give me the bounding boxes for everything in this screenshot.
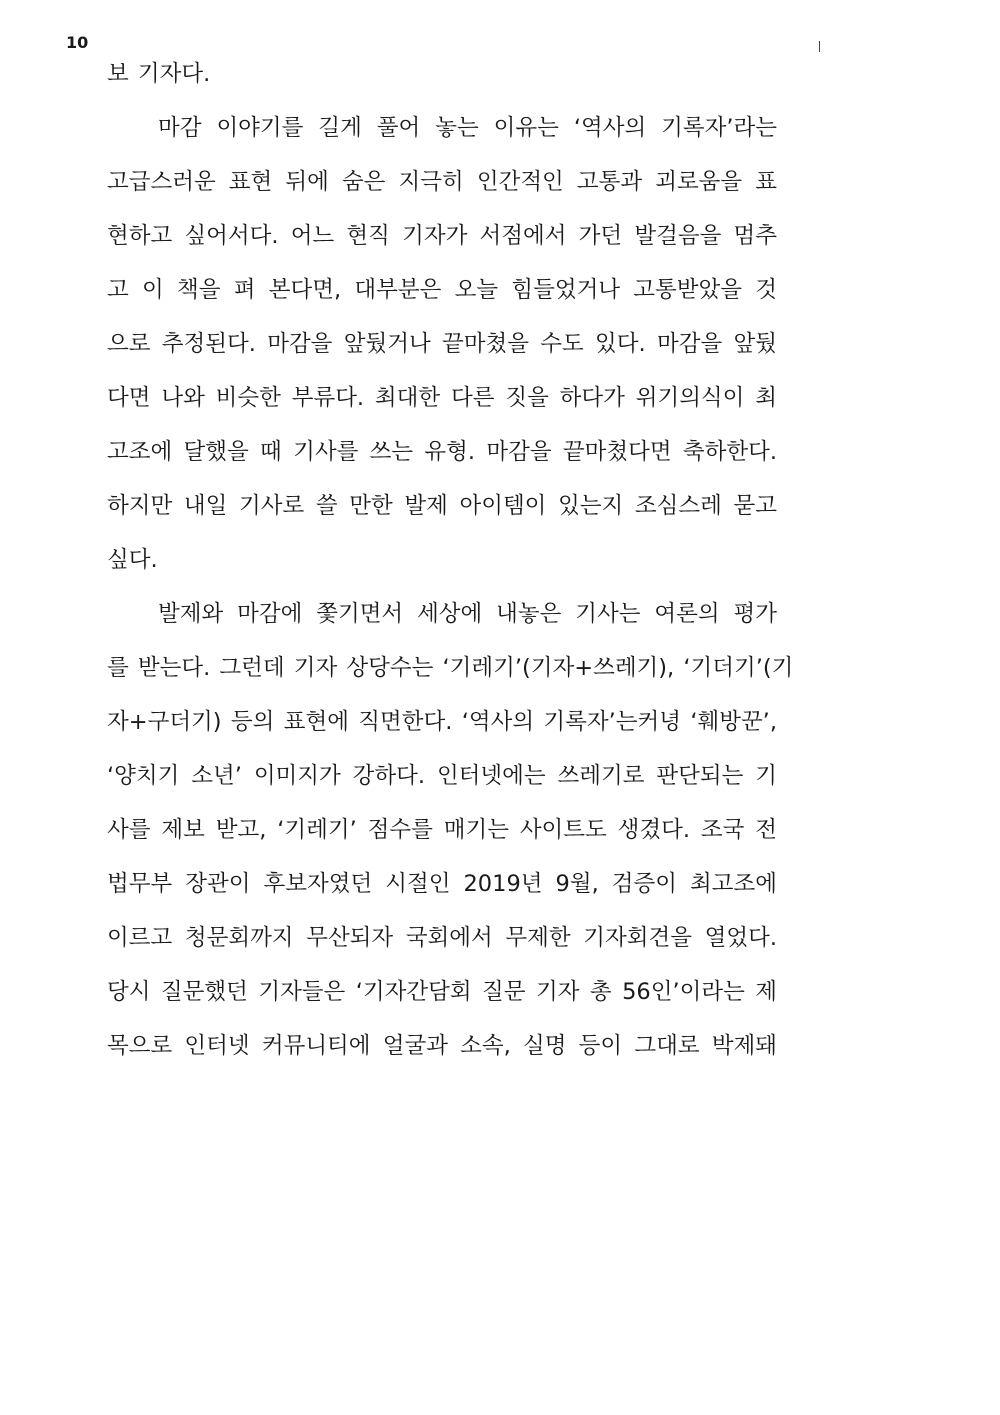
text-line: 발제와 마감에 쫓기면서 세상에 내놓은 기사는 여론의 평가 [158, 601, 777, 627]
text-line: 목으로 인터넷 커뮤니티에 얼굴과 소속, 실명 등이 그대로 박제돼 [107, 1033, 777, 1059]
text-line: 법무부 장관이 후보자였던 시절인 2019년 9월, 검증이 최고조에 [107, 871, 777, 897]
text-line: 싶다. [107, 547, 158, 573]
text-line: 고급스러운 표현 뒤에 숨은 지극히 인간적인 고통과 괴로움을 표 [107, 169, 777, 195]
text-line: 보 기자다. [107, 61, 211, 87]
text-line: 고조에 달했을 때 기사를 쓰는 유형. 마감을 끝마쳤다면 축하한다. [107, 439, 777, 465]
text-line: 현하고 싶어서다. 어느 현직 기자가 서점에서 가던 발걸음을 멈추 [107, 223, 777, 249]
text-line: 하지만 내일 기사로 쓸 만한 발제 아이템이 있는지 조심스레 묻고 [107, 493, 777, 519]
text-line: 으로 추정된다. 마감을 앞뒀거나 끝마쳤을 수도 있다. 마감을 앞뒀 [107, 331, 777, 357]
text-line: 사를 제보 받고, ‘기레기’ 점수를 매기는 사이트도 생겼다. 조국 전 [107, 817, 777, 843]
header-divider-mark [819, 41, 820, 52]
text-line: 당시 질문했던 기자들은 ‘기자간담회 질문 기자 총 56인’이라는 제 [107, 979, 777, 1005]
page-number: 10 [66, 33, 89, 52]
text-line: 다면 나와 비슷한 부류다. 최대한 다른 짓을 하다가 위기의식이 최 [107, 385, 777, 411]
text-line: 고 이 책을 펴 본다면, 대부분은 오늘 힘들었거나 고통받았을 것 [107, 277, 777, 303]
text-line: 이르고 청문회까지 무산되자 국회에서 무제한 기자회견을 열었다. [107, 925, 777, 951]
text-line: 를 받는다. 그런데 기자 상당수는 ‘기레기’(기자+쓰레기), ‘기더기’(기 [107, 655, 794, 681]
body-text [107, 52, 794, 1078]
text-line: 자+구더기) 등의 표현에 직면한다. ‘역사의 기록자’는커녕 ‘훼방꾼’, [107, 709, 777, 735]
text-line: ‘양치기 소년’ 이미지가 강하다. 인터넷에는 쓰레기로 판단되는 기 [107, 763, 777, 789]
text-line: 마감 이야기를 길게 풀어 놓는 이유는 ‘역사의 기록자’라는 [158, 115, 777, 141]
